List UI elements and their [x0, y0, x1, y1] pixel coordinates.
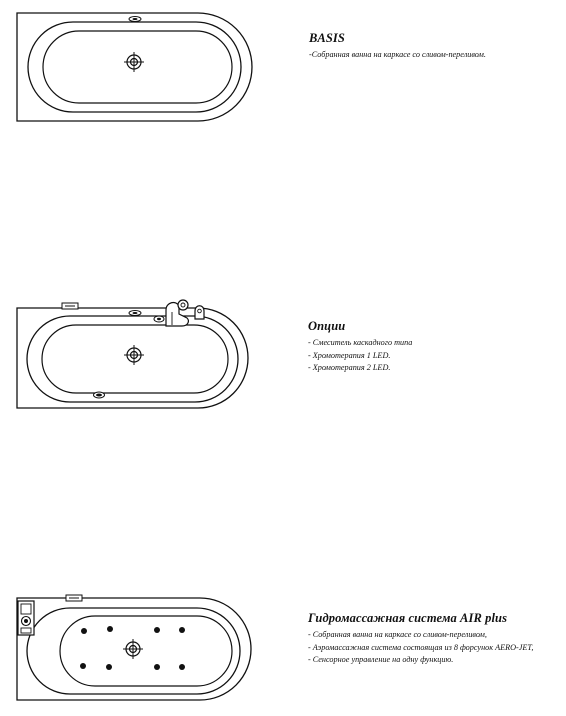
feature-list [308, 337, 412, 375]
tub-drawing-basis [16, 12, 254, 122]
overflow-icon [129, 311, 141, 316]
section-air-plus [308, 611, 533, 667]
list-item: - Хромотерапия 1 LED. [308, 350, 391, 360]
list-item: - Аэромассажная система состоящая из 8 форсунок AERO-JET, [308, 642, 534, 652]
section-title: Опции [308, 319, 346, 333]
control-panel-icon [62, 303, 78, 309]
section-title: BASIS [309, 31, 345, 45]
section-basis [309, 31, 486, 62]
drain-icon [124, 345, 144, 365]
blower-unit-icon [18, 601, 34, 635]
section-title: Гидромассажная система AIR plus [308, 611, 508, 625]
cascade-faucet-icon [154, 300, 204, 326]
control-panel-icon [66, 595, 82, 601]
list-item: - Собранная ванна на каркасе со сливом-переливом, [308, 630, 487, 639]
led-light-icon [94, 392, 105, 398]
feature-list [308, 629, 533, 667]
tub-drawing-air-plus [16, 588, 256, 702]
section-options [308, 319, 412, 375]
tub-drawing-options [16, 298, 254, 410]
list-item: - Хромотерапия 2 LED. [308, 363, 391, 372]
feature-list [309, 49, 486, 62]
drain-icon [123, 639, 143, 659]
drain-icon [124, 52, 144, 72]
overflow-icon [129, 17, 141, 22]
list-item: -Собранная ванна на каркасе со сливом-переливом. [309, 50, 486, 59]
list-item: - Смеситель каскадного типа [308, 338, 413, 347]
list-item: - Сенсорное управление на одну функцию. [308, 655, 454, 664]
